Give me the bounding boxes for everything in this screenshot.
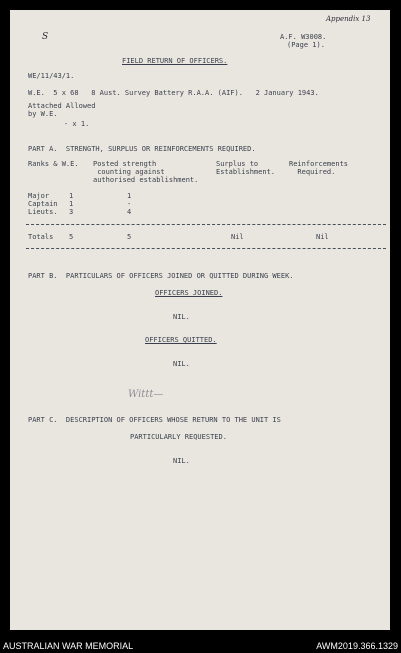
header-surplus: Surplus to Establishment. (216, 160, 276, 176)
part-c-heading: PART C. DESCRIPTION OF OFFICERS WHOSE RETURN TO THE UNIT IS (28, 416, 281, 424)
officers-quitted-heading: OFFICERS QUITTED. (145, 336, 217, 344)
attached-line-1: Attached Allowed (28, 102, 96, 110)
corner-mark: S (42, 32, 49, 42)
attached-line-2: by W.E. (28, 110, 58, 118)
row-posted: - (127, 200, 132, 208)
file-reference: WE/11/43/1. (28, 72, 75, 80)
header-ranks: Ranks & W.E. (28, 160, 79, 168)
table-divider-bottom (26, 248, 386, 249)
footer-catalogue-id: AWM2019.366.1329 (316, 641, 398, 651)
officers-joined-heading: OFFICERS JOINED. (155, 289, 223, 297)
table-divider-top (26, 224, 386, 225)
footer-source: AUSTRALIAN WAR MEMORIAL (3, 641, 134, 651)
row-posted: 1 (127, 192, 132, 200)
totals-label: Totals (28, 233, 54, 241)
part-c-heading-continued: PARTICULARLY REQUESTED. (130, 433, 227, 441)
row-rank: Captain (28, 200, 58, 208)
officers-quitted-value: NIL. (173, 360, 190, 368)
form-reference: A.F. W3008. (280, 33, 327, 41)
unit-line: W.E. 5 x 68 8 Aust. Survey Battery R.A.A. (AIF). 2 January 1943. (28, 89, 319, 97)
page-label: (Page 1). (287, 41, 325, 49)
part-c-value: NIL. (173, 457, 190, 465)
document-title: FIELD RETURN OF OFFICERS. (122, 57, 228, 65)
row-we: 1 (69, 200, 74, 208)
appendix-annotation: Appendix 13 (326, 15, 371, 23)
part-a-heading: PART A. STRENGTH, SURPLUS OR REINFORCEMENTS REQUIRED. (28, 145, 256, 153)
header-posted: Posted strength counting against authorised establishment. (93, 160, 199, 184)
totals-posted: 5 (127, 233, 132, 241)
row-we: 1 (69, 192, 74, 200)
row-posted: 4 (127, 208, 132, 216)
totals-surplus: Nil (231, 233, 244, 241)
part-b-heading: PART B. PARTICULARS OF OFFICERS JOINED OR QUITTED DURING WEEK. (28, 272, 294, 280)
header-reinforcements: Reinforcements Required. (289, 160, 349, 176)
totals-reinforcements: Nil (316, 233, 329, 241)
signature: Wittt— (128, 389, 164, 400)
row-rank: Major (28, 192, 50, 200)
totals-we: 5 (69, 233, 74, 241)
row-rank: Lieuts. (28, 208, 58, 216)
row-we: 3 (69, 208, 74, 216)
officers-joined-value: NIL. (173, 313, 190, 321)
attached-line-3: - x 1. (64, 120, 90, 128)
